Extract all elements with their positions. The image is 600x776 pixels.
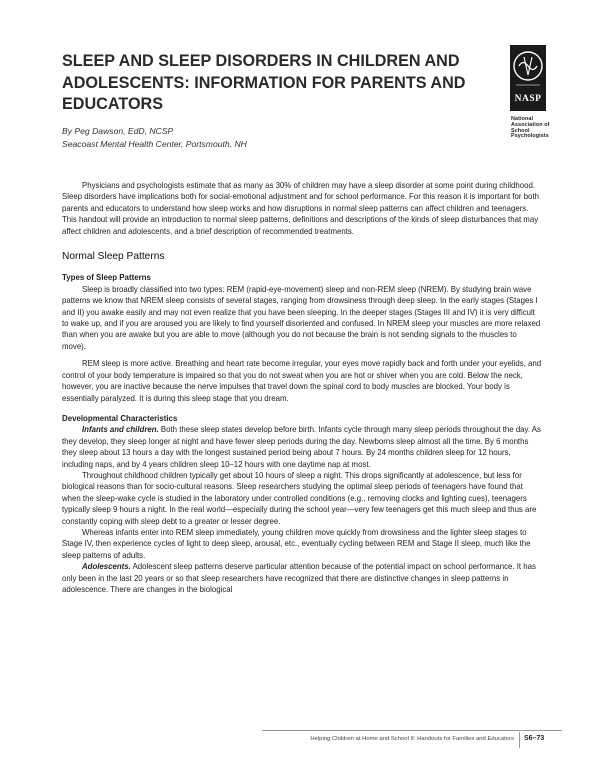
subsection-heading-types: Types of Sleep Patterns bbox=[62, 273, 151, 283]
logo-acronym: NASP bbox=[514, 94, 542, 104]
author-block bbox=[62, 125, 247, 151]
page-footer bbox=[0, 730, 600, 760]
author-affiliation: Seacoast Mental Health Center, Portsmouth, NH bbox=[62, 139, 247, 149]
logo-caption-line: National bbox=[511, 116, 534, 122]
adolescents-paragraph bbox=[62, 561, 542, 595]
page-number: S6–73 bbox=[524, 735, 545, 742]
infants-text: Both these sleep states develop before birth. Infants cycle through many sleep periods throughout the day. As they develop, they sleep longer at night and have fewer sleep periods during the day. Newborns sleep almost all the time. By 6 months they sleep about 13 hours a day with the longest sustained period being about 7 hours. By 24 months children sleep for 12 hours, including naps, and by 4 years children sleep 10–12 hours with one daytime nap at most. bbox=[62, 425, 541, 469]
nasp-logo-icon bbox=[510, 45, 546, 111]
author-name: By Peg Dawson, EdD, NCSP bbox=[62, 126, 174, 136]
footer-series-title: Helping Children at Home and School II: Handouts for Families and Educators bbox=[310, 736, 514, 742]
types-paragraph-1: Sleep is broadly classified into two types: REM (rapid-eye-movement) sleep and non-REM sleep (NREM). By studying brain wave patterns we know that NREM sleep consists of several stages, ranging from drowsiness through deep sleep. In the early stages (Stages I and II) you awake easily and may not even realize that you have been sleeping. In the deeper stages (Stages III and IV) it is very difficult to wake up, and if you are aroused you are likely to find yourself disoriented and confused. In NREM sleep your muscles are more relaxed than when you are awake but you are able to move (although you do not because the brain is not sending signals to the muscles to move). bbox=[62, 284, 541, 351]
adolescents-lead: Adolescents. bbox=[82, 562, 131, 572]
document-title: SLEEP AND SLEEP DISORDERS IN CHILDREN AND ADOLESCENTS: INFORMATION FOR PARENTS AND EDUCATORS bbox=[62, 52, 466, 113]
intro-paragraph: Physicians and psychologists estimate that as many as 30% of children may have a sleep disorder at some point during childhood. Sleep disorders have implications both for social-emotional adjustment and for school performance. For this reason it is important for both parents and educators to understand how sleep works and how disruptions in normal sleep patterns can affect children and teenagers. This handout will provide an introduction to normal sleep patterns, definitions and descriptions of the kinds of sleep disturbances that may affect children and adolescents, and a brief description of recommended treatments. bbox=[62, 181, 539, 236]
document-body bbox=[62, 180, 542, 595]
types-paragraph-2: REM sleep is more active. Breathing and heart rate become irregular, your eyes move rapidly back and forth under your eyelids, and control of your body temperature is impaired so that you do not sweat when you are hot or shiver when you are cold. Below the neck, however, you are inactive because the nerve impulses that travel down the spinal cord to body muscles are blocked. Your body is essentially paralyzed. It is during this sleep stage that you dream. bbox=[62, 359, 542, 403]
logo-caption-line: Psychologists bbox=[511, 133, 549, 140]
childhood-paragraph: Throughout childhood children typically get about 10 hours of sleep a night. This drops significantly at adolescence, but less for biological reasons than for socio-cultural reasons. Sleep researchers studying the optimal sleep periods of teenagers have found that when the sleep-wake cycle is studied in the laboratory under controlled conditions (e.g., removing clocks and lighting cues), teenagers typically sleep 9 hours a night. In the real world—especially during the school year—very few teenagers get this much sleep and thus are constantly coping with sleep debt to a greater or lesser degree. bbox=[62, 470, 537, 526]
subsection-heading-developmental: Developmental Characteristics bbox=[62, 413, 178, 423]
infants-paragraph bbox=[62, 424, 542, 470]
infants-lead: Infants and children. bbox=[82, 425, 159, 435]
logo-caption bbox=[511, 117, 550, 140]
stages-paragraph: Whereas infants enter into REM sleep immediately, young children move quickly from drowsiness and the lighter sleep stages to Stage IV, then experience cycles of light to deep sleep, arousal, etc., eventually cycling between REM and Stage II sleep, much like the sleep patterns of adults. bbox=[62, 527, 531, 560]
adolescents-text: Adolescent sleep patterns deserve particular attention because of the potential impact on school performance. It has only been in the last 20 years or so that sleep researchers have recognized that there are distinctive changes in sleep patterns in adolescence. There are changes in the biological bbox=[62, 562, 536, 594]
nasp-seal-icon bbox=[510, 45, 546, 111]
section-heading: Normal Sleep Patterns bbox=[62, 251, 165, 263]
logo-caption-line: School bbox=[511, 127, 530, 134]
logo-caption-line: Association of bbox=[511, 121, 550, 128]
footer-separator bbox=[519, 732, 520, 748]
footer-rule bbox=[262, 730, 562, 731]
